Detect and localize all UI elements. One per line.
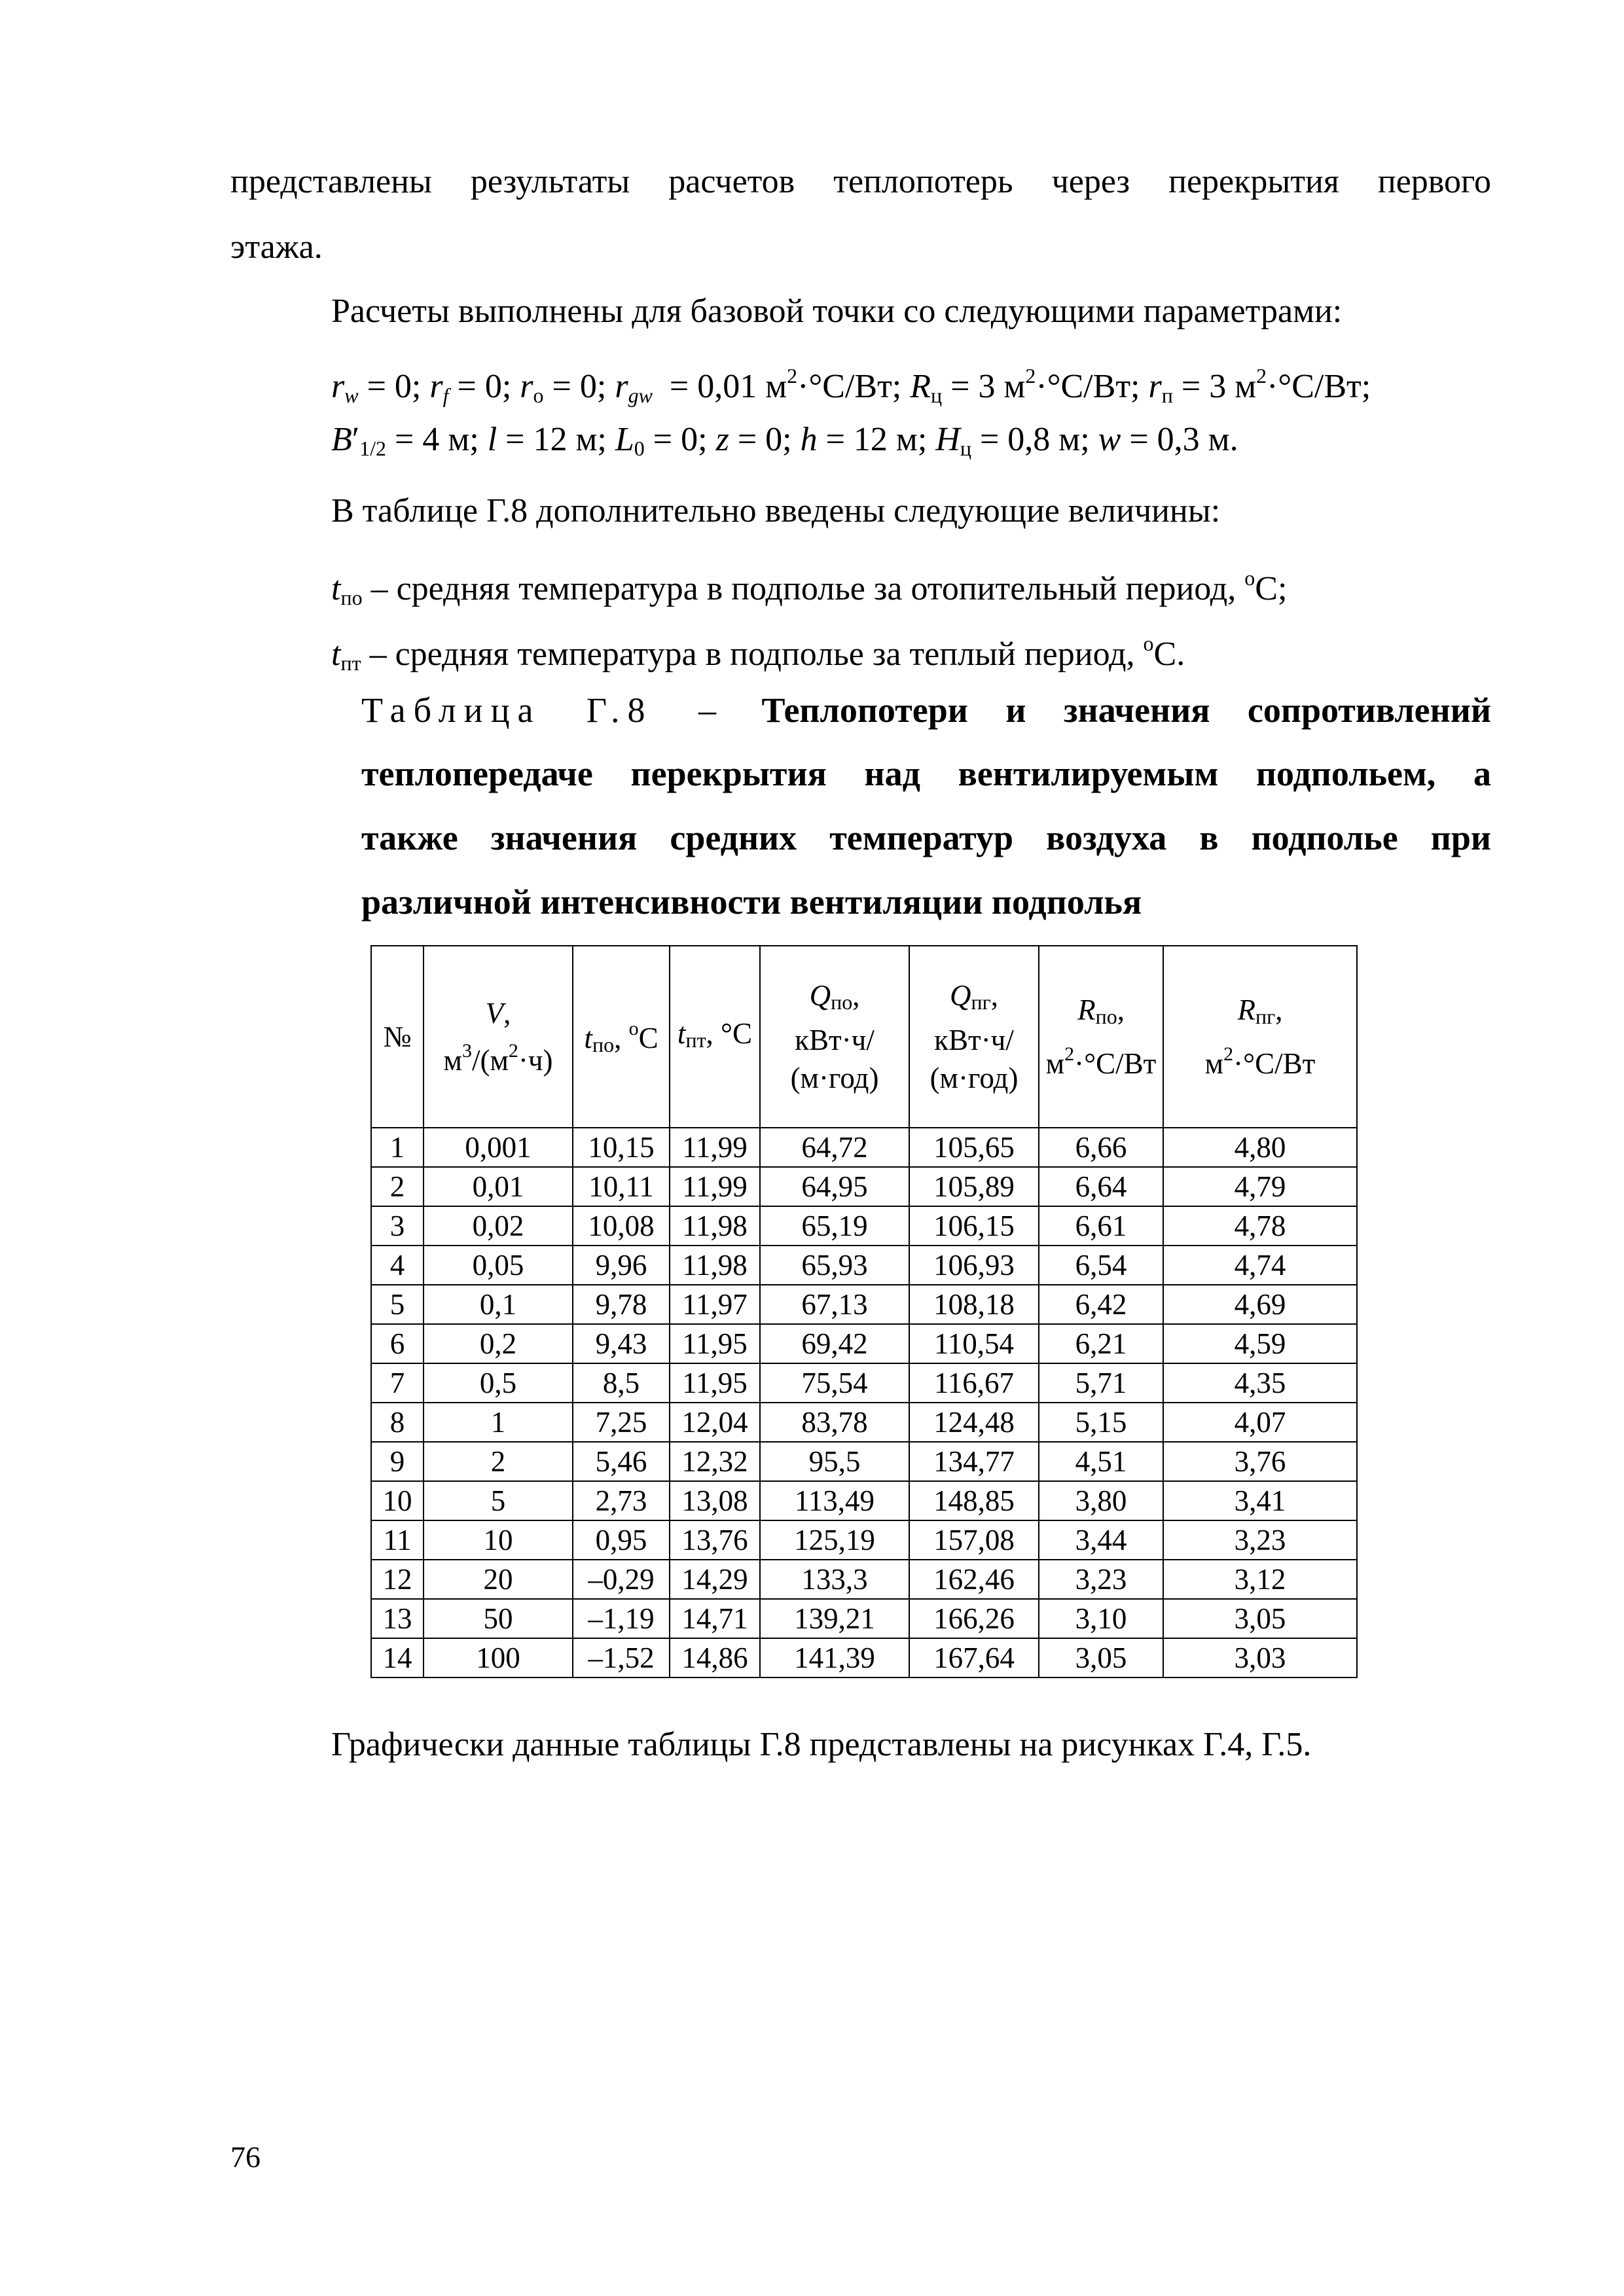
- table-cell: 3,80: [1039, 1481, 1163, 1520]
- table-cell: 106,93: [909, 1246, 1039, 1285]
- paragraph-1-line-2: этажа.: [230, 228, 323, 266]
- table-cell: 0,1: [424, 1285, 573, 1324]
- table-cell: 3,05: [1039, 1638, 1163, 1677]
- table-cell: 124,48: [909, 1403, 1039, 1442]
- table-caption-title-1: Теплопотери и значения сопротивлений: [761, 691, 1491, 730]
- table-cell: 14: [371, 1638, 424, 1677]
- table-cell: 8: [371, 1403, 424, 1442]
- table-cell: 167,64: [909, 1638, 1039, 1677]
- table-caption-title-2: теплопередаче перекрытия над вентилируемым подпольем, а: [361, 754, 1491, 793]
- table-cell: 106,15: [909, 1206, 1039, 1246]
- table-cell: 3,03: [1163, 1638, 1357, 1677]
- table-cell: 7,25: [573, 1403, 670, 1442]
- table-cell: 13,08: [670, 1481, 760, 1520]
- additional-values-intro: В таблице Г.8 дополнительно введены следующие величины:: [331, 492, 1221, 529]
- table-row: [371, 1560, 1357, 1599]
- params-line-1: $r_w = 0$; $r_f = 0$; $r_о = 0$; $r_{gw} = 0,01$ $м^2\cdot^\circ С/Вт$; $R_ц = 3$ $м^2\cdot^\circ С/Вт$; $r_п = 3$ $м^2\cdot^\circ С/Вт$;: [331, 364, 1371, 407]
- table-row: [371, 1363, 1357, 1403]
- table-cell: 0,95: [573, 1520, 670, 1560]
- table-row: [371, 1206, 1357, 1246]
- table-cell: 11,98: [670, 1206, 760, 1246]
- table-cell: 162,46: [909, 1560, 1039, 1599]
- table-row: [371, 1246, 1357, 1285]
- header-tpt: tпт, °С: [670, 946, 760, 1128]
- table-cell: 110,54: [909, 1324, 1039, 1363]
- table-cell: 0,2: [424, 1324, 573, 1363]
- table-cell: 4,51: [1039, 1442, 1163, 1481]
- table-cell: 5: [371, 1285, 424, 1324]
- table-cell: –1,52: [573, 1638, 670, 1677]
- table-cell: 12,32: [670, 1442, 760, 1481]
- table-row: [371, 1403, 1357, 1442]
- table-cell: 12,04: [670, 1403, 760, 1442]
- table-row: [371, 1285, 1357, 1324]
- table-cell: 4,80: [1163, 1128, 1357, 1167]
- table-caption-title-4: различной интенсивности вентиляции подполья: [361, 882, 1142, 922]
- table-row: [371, 1638, 1357, 1677]
- table-cell: 2: [424, 1442, 573, 1481]
- table-cell: 6,66: [1039, 1128, 1163, 1167]
- table-row: [371, 1520, 1357, 1560]
- table-cell: 13,76: [670, 1520, 760, 1560]
- table-cell: 5,46: [573, 1442, 670, 1481]
- table-cell: 5,15: [1039, 1403, 1163, 1442]
- table-cell: 13: [371, 1599, 424, 1638]
- tpo-definition: $t_{по}$ – средняя температура в подполье за отопительный период, $^о$С;: [331, 566, 1288, 609]
- table-cell: 166,26: [909, 1599, 1039, 1638]
- table-caption-line-3: [361, 817, 1491, 859]
- table-cell: 0,001: [424, 1128, 573, 1167]
- header-qpg: Qпг, кВт·ч/ (м·год): [909, 946, 1039, 1128]
- table-cell: 65,19: [760, 1206, 909, 1246]
- table-cell: 6,64: [1039, 1167, 1163, 1206]
- table-cell: 0,5: [424, 1363, 573, 1403]
- heat-loss-table: [370, 945, 1358, 1678]
- paragraph-1-line-1: представлены результаты расчетов теплопотерь через перекрытия первого: [230, 163, 1491, 200]
- header-number: №: [371, 946, 424, 1128]
- table-cell: 108,18: [909, 1285, 1039, 1324]
- table-cell: 75,54: [760, 1363, 909, 1403]
- table-cell: 6: [371, 1324, 424, 1363]
- table-cell: 64,95: [760, 1167, 909, 1206]
- table-cell: 11,95: [670, 1324, 760, 1363]
- table-cell: 3,23: [1163, 1520, 1357, 1560]
- table-cell: 0,02: [424, 1206, 573, 1246]
- table-cell: 100: [424, 1638, 573, 1677]
- table-cell: 20: [424, 1560, 573, 1599]
- table-row: [371, 1599, 1357, 1638]
- params-intro: Расчеты выполнены для базовой точки со следующими параметрами:: [331, 293, 1343, 330]
- table-caption-line-1: [361, 689, 1491, 731]
- table-cell: 14,86: [670, 1638, 760, 1677]
- table-cell: 3: [371, 1206, 424, 1246]
- table-cell: 2,73: [573, 1481, 670, 1520]
- tpt-definition: $t_{пт}$ – средняя температура в подполье за теплый период, $^о$С.: [331, 632, 1185, 675]
- table-cell: 11,97: [670, 1285, 760, 1324]
- table-body: [371, 1128, 1357, 1677]
- table-cell: 6,61: [1039, 1206, 1163, 1246]
- table-cell: 67,13: [760, 1285, 909, 1324]
- table-cell: 4,79: [1163, 1167, 1357, 1206]
- table-cell: 4,59: [1163, 1324, 1357, 1363]
- table-cell: 2: [371, 1167, 424, 1206]
- table-cell: 4,35: [1163, 1363, 1357, 1403]
- table-cell: 12: [371, 1560, 424, 1599]
- table-caption-line-2: [361, 753, 1491, 795]
- table-caption-label: Таблица Г.8 –: [361, 691, 725, 730]
- table-cell: 50: [424, 1599, 573, 1638]
- page-number: 76: [230, 2140, 261, 2174]
- params-line-2: $B'_{1/2} = 4$ м; l = 12 м; $L_0 = 0$; z = 0; h = 12 м; $H_ц = 0,8$ м; w = 0,3 м.: [331, 421, 1238, 460]
- table-cell: 10,15: [573, 1128, 670, 1167]
- table-cell: 5,71: [1039, 1363, 1163, 1403]
- table-cell: 1: [424, 1403, 573, 1442]
- header-qpo: Qпо, кВт·ч/ (м·год): [760, 946, 909, 1128]
- table-cell: 3,76: [1163, 1442, 1357, 1481]
- table-cell: 134,77: [909, 1442, 1039, 1481]
- table-caption-line-4: [361, 881, 1491, 923]
- table-cell: 6,54: [1039, 1246, 1163, 1285]
- table-cell: 95,5: [760, 1442, 909, 1481]
- table-cell: 9: [371, 1442, 424, 1481]
- table-cell: 0,01: [424, 1167, 573, 1206]
- table-cell: 4,69: [1163, 1285, 1357, 1324]
- table-cell: 105,89: [909, 1167, 1039, 1206]
- table-cell: 141,39: [760, 1638, 909, 1677]
- table-cell: 3,41: [1163, 1481, 1357, 1520]
- table-cell: –1,19: [573, 1599, 670, 1638]
- table-cell: 10,08: [573, 1206, 670, 1246]
- table-cell: 4,78: [1163, 1206, 1357, 1246]
- table-cell: 3,44: [1039, 1520, 1163, 1560]
- table-cell: 8,5: [573, 1363, 670, 1403]
- table-cell: 9,96: [573, 1246, 670, 1285]
- table-header-row: [371, 946, 1357, 1128]
- table-cell: 4,74: [1163, 1246, 1357, 1285]
- table-cell: 9,43: [573, 1324, 670, 1363]
- table-cell: 3,10: [1039, 1599, 1163, 1638]
- table-row: [371, 1324, 1357, 1363]
- table-cell: 113,49: [760, 1481, 909, 1520]
- header-ventilation: V, $м^3/(м^2\cdot ч)$: [424, 946, 573, 1128]
- table-cell: 139,21: [760, 1599, 909, 1638]
- table-row: [371, 1128, 1357, 1167]
- table-cell: 7: [371, 1363, 424, 1403]
- table-row: [371, 1442, 1357, 1481]
- table-cell: 0,05: [424, 1246, 573, 1285]
- table-cell: 11: [371, 1520, 424, 1560]
- table-cell: 69,42: [760, 1324, 909, 1363]
- table-cell: 3,05: [1163, 1599, 1357, 1638]
- table-cell: 10: [424, 1520, 573, 1560]
- table-row: [371, 1481, 1357, 1520]
- table-cell: 4,07: [1163, 1403, 1357, 1442]
- table-cell: 6,21: [1039, 1324, 1163, 1363]
- table-cell: 125,19: [760, 1520, 909, 1560]
- header-tpo: tпо, $^о$С: [573, 946, 670, 1128]
- table-cell: 6,42: [1039, 1285, 1163, 1324]
- table-cell: 10,11: [573, 1167, 670, 1206]
- table-cell: 105,65: [909, 1128, 1039, 1167]
- table-cell: 11,98: [670, 1246, 760, 1285]
- table-cell: 4: [371, 1246, 424, 1285]
- table-cell: 11,99: [670, 1128, 760, 1167]
- table-cell: 11,99: [670, 1167, 760, 1206]
- table-cell: 133,3: [760, 1560, 909, 1599]
- table-cell: 1: [371, 1128, 424, 1167]
- header-rpo: Rпо, $м^2\cdot^\circ С/Вт$: [1039, 946, 1163, 1128]
- table-cell: 83,78: [760, 1403, 909, 1442]
- table-cell: –0,29: [573, 1560, 670, 1599]
- table-cell: 14,71: [670, 1599, 760, 1638]
- table-cell: 14,29: [670, 1560, 760, 1599]
- table-cell: 9,78: [573, 1285, 670, 1324]
- closing-sentence: Графически данные таблицы Г.8 представлены на рисунках Г.4, Г.5.: [331, 1726, 1312, 1763]
- table-caption-title-3: также значения средних температур воздуха в подполье при: [361, 818, 1491, 857]
- table-cell: 65,93: [760, 1246, 909, 1285]
- table-cell: 64,72: [760, 1128, 909, 1167]
- table-cell: 10: [371, 1481, 424, 1520]
- table-cell: 5: [424, 1481, 573, 1520]
- table-cell: 116,67: [909, 1363, 1039, 1403]
- table-cell: 3,23: [1039, 1560, 1163, 1599]
- table-cell: 148,85: [909, 1481, 1039, 1520]
- header-rpg: Rпг, $м^2\cdot^\circ С/Вт$: [1163, 946, 1357, 1128]
- table-cell: 3,12: [1163, 1560, 1357, 1599]
- table-cell: 157,08: [909, 1520, 1039, 1560]
- table-row: [371, 1167, 1357, 1206]
- table-cell: 11,95: [670, 1363, 760, 1403]
